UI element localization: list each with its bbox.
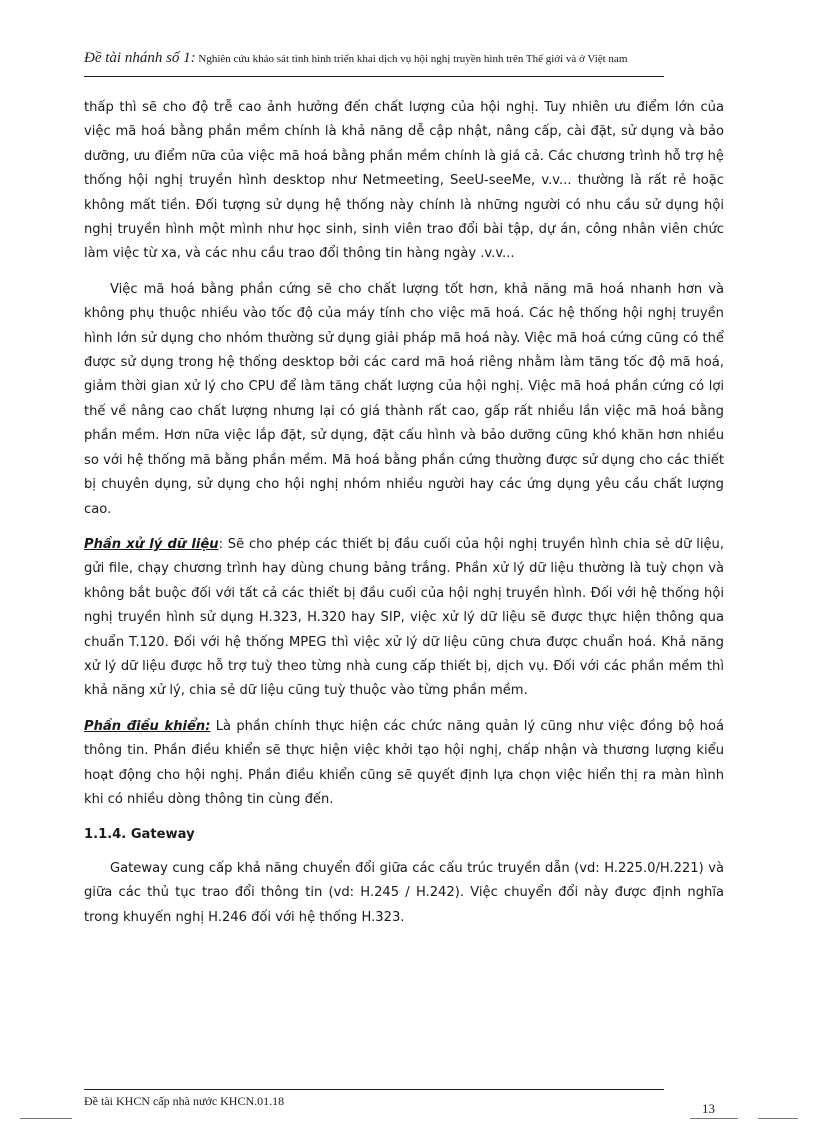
data-processing-text: : Sẽ cho phép các thiết bị đầu cuối của hội nghị truyền hình chia sẻ dữ liệu, gửi file, chạy chương trình hay dùng chung bảng trắng. Phần xử lý dữ liệu thường là tuỳ chọn và không bắt buộc đối với tất cả các thiết bị đầu cuối của hội nghị truyền hình. Đối với hệ thống hội nghị truyền hình sử dụng H.323, H.320 hay SIP, việc xử lý dữ liệu sẽ được thực hiện thông qua chuẩn T.120. Đối với hệ thống MPEG thì việc xử lý dữ liệu cũng chưa được chuẩn hoá. Khả năng xử lý dữ liệu được hỗ trợ tuỳ theo từng nhà cung cấp thiết bị, dịch vụ. Đối với các phần mềm thì khả năng xử lý, chia sẻ dữ liệu cũng tuỳ thuộc vào từng phần mềm. — [84, 536, 724, 699]
term-data-processing: Phần xử lý dữ liệu — [84, 536, 219, 552]
header-lead: Đề tài nhánh số 1: — [84, 50, 196, 66]
paragraph-2: Việc mã hoá bằng phần cứng sẽ cho chất lượng tốt hơn, khả năng mã hoá nhanh hơn và không phụ thuộc nhiều vào tốc độ của máy tính cho việc mã hoá. Các hệ thống hội nghị truyền hình lớn sử dụng cho nhóm thường sử dụng giải pháp mã hoá này. Việc mã hoá cứng cũng có thể được sử dụng trong hệ thống desktop bởi các card mã hoá riêng nhằm làm tăng tốc độ mã hoá, giảm thời gian xử lý cho CPU để làm tăng chất lượng của hội nghị. Việc mã hoá phần cứng có lợi thế về nâng cao chất lượng nhưng lại có giá thành rất cao, gấp rất nhiều lần việc mã hoá bằng phần mềm. Hơn nữa việc lắp đặt, sử dụng, đặt cấu hình và bảo dưỡng cũng khó khăn hơn nhiều so với hệ thống mã bằng phần mềm. Mã hoá bằng phần cứng thường được sử dụng cho các thiết bị chuyên dụng, sử dụng cho hội nghị nhóm nhiều người hay các ứng dụng yêu cầu chất lượng cao. — [84, 281, 724, 517]
paragraph-1: thấp thì sẽ cho độ trễ cao ảnh hưởng đến chất lượng của hội nghị. Tuy nhiên ưu điểm lớn của việc mã hoá bằng phần mềm chính là khả năng dễ cập nhật, nâng cấp, cài đặt, sử dụng và bảo dưỡng, ưu điểm nữa của việc mã hoá bằng phần mềm chính là giá cả. Các chương trình hỗ trợ hệ thống hội nghị truyền hình desktop như Netmeeting, SeeU-seeMe, v.v... thường là rất rẻ hoặc không mất tiền. Đối tượng sử dụng hệ thống này chính là những người có nhu cầu sử dụng hội nghị truyền hình một mình như học sinh, sinh viên trao đổi bài tập, dự án, công nhân viên chức làm việc từ xa, và các nhu cầu trao đổi thông tin hàng ngày .v.v... — [84, 100, 724, 262]
footer-dash-right — [758, 1118, 798, 1119]
header-title: Nghiên cứu khảo sát tình hình triển khai dịch vụ hội nghị truyền hình trên Thế giới và ở Việt nam — [198, 53, 628, 65]
footer-dash-mid — [690, 1118, 738, 1119]
section-heading: 1.1.4. Gateway — [84, 827, 195, 843]
footer-rule — [84, 1089, 664, 1090]
footer-text: Đề tài KHCN cấp nhà nước KHCN.01.18 — [84, 1094, 285, 1108]
paragraph-gateway: Gateway cung cấp khả năng chuyển đổi giữa các cấu trúc truyền dẫn (vd: H.225.0/H.221) và giữa các thủ tục trao đổi thông tin (vd: H.245 / H.242). Việc chuyển đổi này được định nghĩa trong khuyến nghị H.246 đối với hệ thống H.323. — [84, 860, 724, 925]
page-header — [84, 50, 684, 67]
page-number: 13 — [702, 1101, 715, 1116]
paragraph-data-processing — [84, 533, 724, 704]
control-text: Là phần chính thực hiện các chức năng quản lý cũng như việc đồng bộ hoá thông tin. Phần điều khiển sẽ thực hiện việc khởi tạo hội nghị, chấp nhận và thương lượng kiểu hoạt động cho hội nghị. Phần điều khiển cũng sẽ quyết định lựa chọn việc hiển thị ra màn hình khi có nhiều dòng thông tin cùng đến. — [84, 718, 725, 807]
term-control: Phần điều khiển: — [84, 718, 211, 734]
paragraph-control — [84, 715, 724, 813]
header-rule — [84, 76, 664, 77]
footer-dash-left — [20, 1118, 72, 1119]
document-body — [84, 96, 724, 941]
